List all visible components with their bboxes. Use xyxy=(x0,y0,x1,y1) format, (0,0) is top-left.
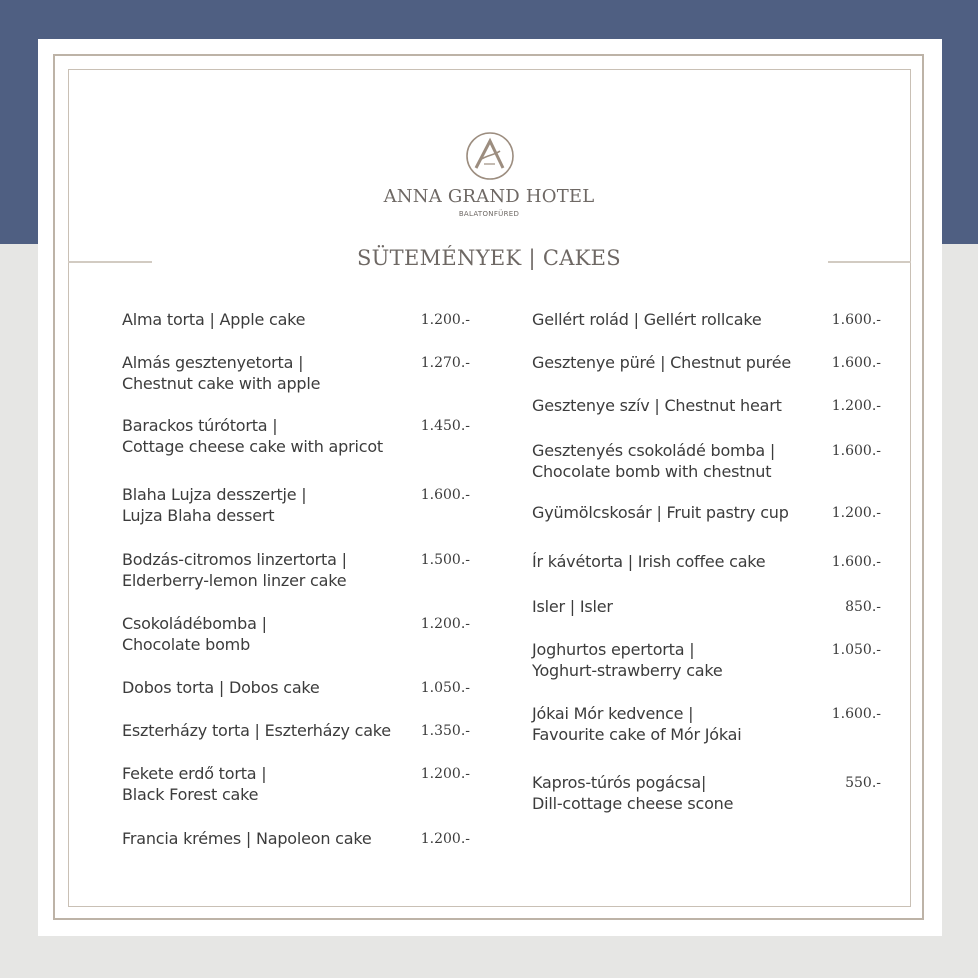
item-name: Gyümölcskosár | Fruit pastry cup xyxy=(532,503,789,522)
item-name: Kapros-túrós pogácsa| Dill-cottage cheese scone xyxy=(532,773,734,813)
menu-item xyxy=(532,551,881,573)
item-price: 1.600.- xyxy=(831,312,881,328)
item-name: Gesztenyés csokoládé bomba | Chocolate bomb with chestnut xyxy=(532,441,776,481)
menu-item xyxy=(122,484,470,527)
hotel-name: ANNA GRAND HOTEL xyxy=(383,186,595,207)
item-name: Gesztenye püré | Chestnut purée xyxy=(532,353,791,372)
item-price: 1.050.- xyxy=(831,642,881,658)
item-name: Fekete erdő torta | Black Forest cake xyxy=(122,764,267,804)
menu-item xyxy=(532,352,881,374)
item-name: Francia krémes | Napoleon cake xyxy=(122,829,372,848)
item-price: 550.- xyxy=(845,775,881,791)
item-price: 1.600.- xyxy=(420,487,470,503)
item-name: Blaha Lujza desszertje | Lujza Blaha dessert xyxy=(122,485,307,525)
menu-item xyxy=(532,395,881,417)
item-price: 1.600.- xyxy=(831,554,881,570)
menu-item xyxy=(122,677,470,699)
menu-item xyxy=(532,703,881,746)
menu-item xyxy=(122,309,470,331)
menu-item xyxy=(122,720,470,742)
item-name: Isler | Isler xyxy=(532,597,613,616)
menu-item xyxy=(122,352,470,395)
item-price: 1.200.- xyxy=(831,505,881,521)
item-name: Gellért rolád | Gellért rollcake xyxy=(532,310,762,329)
menu-item xyxy=(122,613,470,656)
item-name: Alma torta | Apple cake xyxy=(122,310,306,329)
item-price: 1.200.- xyxy=(420,616,470,632)
menu-item xyxy=(122,828,470,850)
menu-item xyxy=(122,415,470,458)
item-price: 1.350.- xyxy=(420,723,470,739)
item-name: Eszterházy torta | Eszterházy cake xyxy=(122,721,391,740)
menu-item xyxy=(532,502,881,524)
item-name: Bodzás-citromos linzertorta | Elderberry-lemon linzer cake xyxy=(122,550,347,590)
item-price: 1.600.- xyxy=(831,443,881,459)
item-price: 1.450.- xyxy=(420,418,470,434)
item-name: Ír kávétorta | Irish coffee cake xyxy=(532,552,766,571)
menu-item xyxy=(532,440,881,483)
anna-grand-hotel-monogram-icon xyxy=(465,131,515,181)
item-price: 1.600.- xyxy=(831,706,881,722)
menu-item xyxy=(122,763,470,806)
item-name: Gesztenye szív | Chestnut heart xyxy=(532,396,782,415)
item-name: Csokoládébomba | Chocolate bomb xyxy=(122,614,267,654)
section-title: SÜTEMÉNYEK | CAKES xyxy=(357,246,621,270)
item-price: 1.500.- xyxy=(420,552,470,568)
item-price: 1.200.- xyxy=(420,312,470,328)
menu-item xyxy=(532,309,881,331)
item-name: Jókai Mór kedvence | Favourite cake of Mór Jókai xyxy=(532,704,742,744)
hotel-city: BALATONFÜRED xyxy=(458,210,520,218)
item-price: 1.270.- xyxy=(420,355,470,371)
menu-item xyxy=(532,639,881,682)
item-name: Barackos túrótorta | Cottage cheese cake with apricot xyxy=(122,416,383,456)
item-name: Almás gesztenyetorta | Chestnut cake with apple xyxy=(122,353,321,393)
menu-item xyxy=(532,596,881,618)
item-name: Dobos torta | Dobos cake xyxy=(122,678,320,697)
item-price: 1.200.- xyxy=(831,398,881,414)
item-price: 1.200.- xyxy=(420,766,470,782)
item-name: Joghurtos epertorta | Yoghurt-strawberry cake xyxy=(532,640,723,680)
item-price: 850.- xyxy=(845,599,881,615)
menu-item xyxy=(122,549,470,592)
item-price: 1.050.- xyxy=(420,680,470,696)
item-price: 1.200.- xyxy=(420,831,470,847)
menu-item xyxy=(532,772,881,815)
item-price: 1.600.- xyxy=(831,355,881,371)
